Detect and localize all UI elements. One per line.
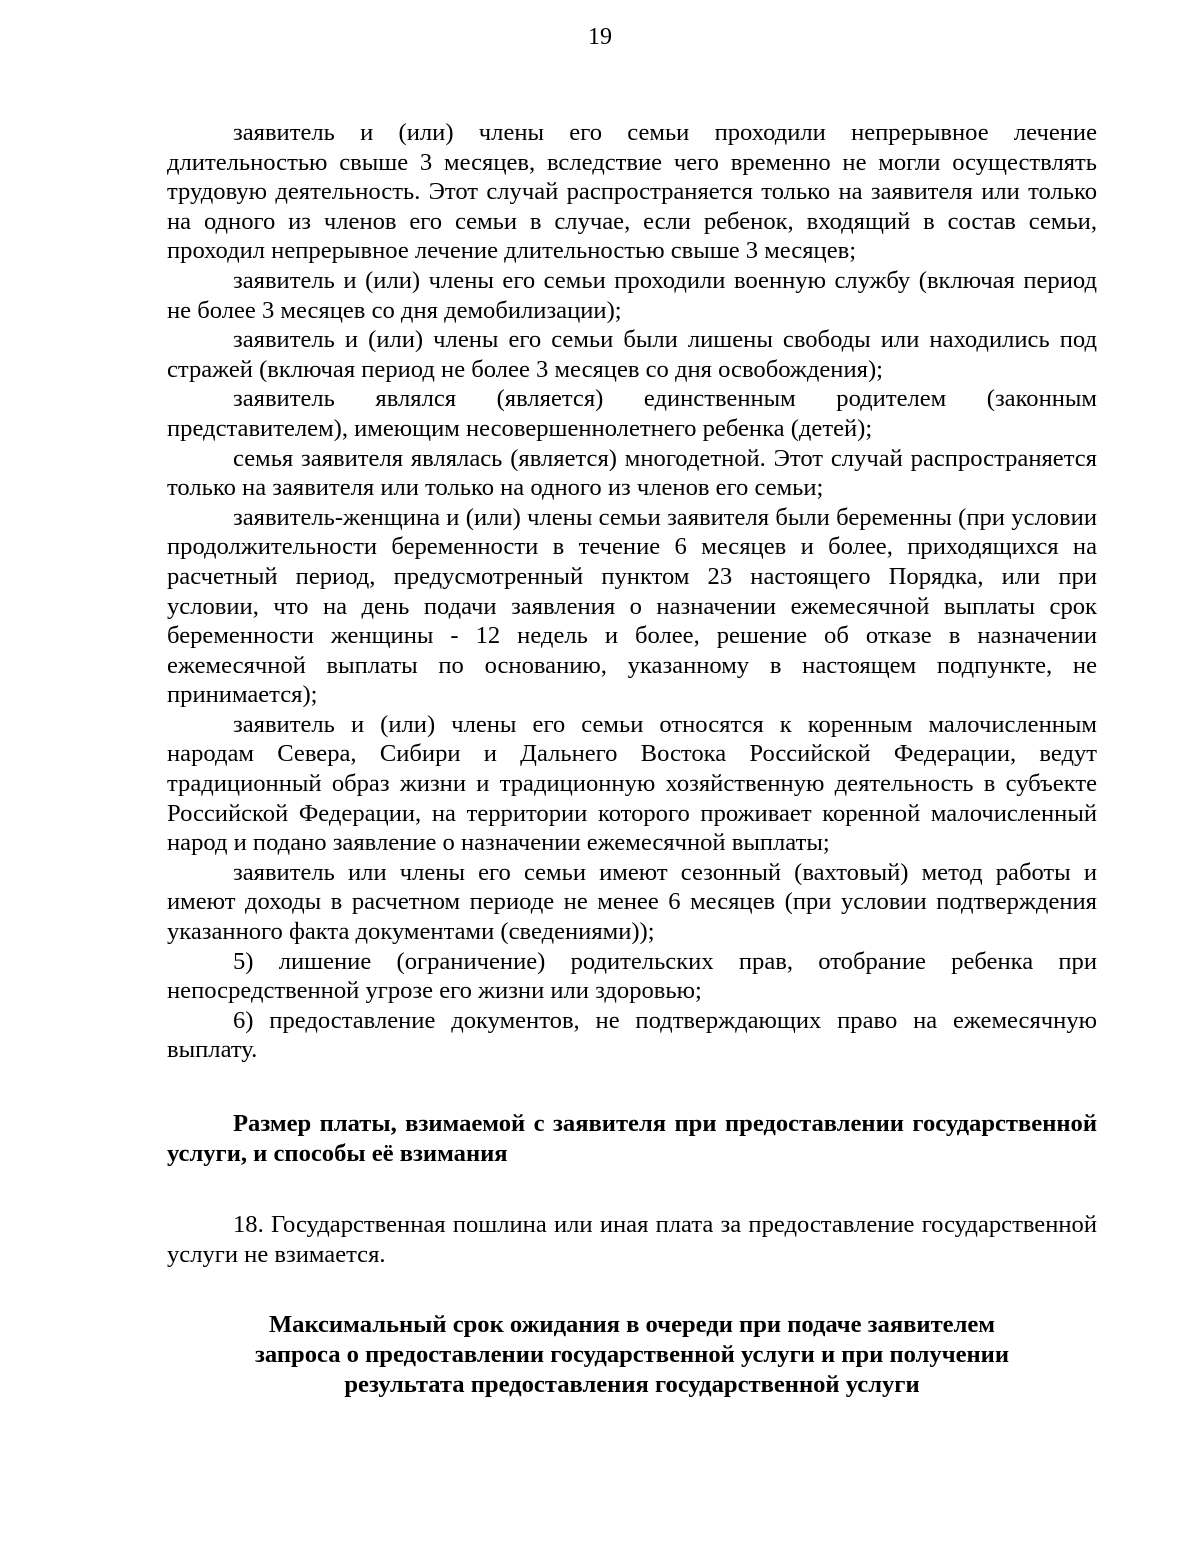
paragraph-military-service: заявитель и (или) члены его семьи проходили военную службу (включая период не более 3 месяцев со дня демобилизации); (167, 266, 1097, 324)
paragraph-pregnancy: заявитель-женщина и (или) члены семьи заявителя были беременны (при условии продолжительности беременности в течение 6 месяцев и более, приходящихся на расчетный период, предусмотренный пунктом 23 настоящего Порядка, или при условии, что на день подачи заявления о назначении ежемесячной выплаты срок беременности женщины - 12 недель и более, решение об отказе в назначении ежемесячной выплаты по основанию, указанному в настоящем подпункте, не принимается); (167, 503, 1097, 709)
paragraph-imprisonment: заявитель и (или) члены его семьи были лишены свободы или находились под стражей (включая период не более 3 месяцев со дня освобождения); (167, 326, 1097, 383)
section-heading-queue-line-2: запроса о предоставлении государственной услуги и при получении (254, 1340, 1010, 1368)
section-heading-queue-line-1: Максимальный срок ожидания в очереди при подаче заявителем (268, 1311, 996, 1339)
paragraph-item-6: 6) предоставление документов, не подтверждающих право на ежемесячную выплату. (167, 1006, 1097, 1064)
document-body (167, 118, 1097, 1399)
paragraph-large-family: семья заявителя являлась (является) многодетной. Этот случай распространяется только на заявителя или только на одного из членов его семьи; (167, 444, 1097, 502)
paragraph-item-5: 5) лишение (ограничение) родительских прав, отобрание ребенка при непосредственной угрозе его жизни или здоровью; (167, 947, 1097, 1005)
paragraph-seasonal-work: заявитель или члены его семьи имеют сезонный (вахтовый) метод работы и имеют доходы в расчетном периоде не менее 6 месяцев (при условии подтверждения указанного факта документами (сведениями)); (167, 858, 1097, 946)
paragraph-single-parent: заявитель являлся (является) единственным родителем (законным представителем), имеющим несовершеннолетнего ребенка (детей); (167, 385, 1097, 442)
section-heading-queue (167, 1310, 1097, 1399)
page-number: 19 (588, 24, 612, 50)
paragraph-treatment: заявитель и (или) члены его семьи проходили непрерывное лечение длительностью свыше 3 месяцев, вследствие чего временно не могли осуществлять трудовую деятельность. Этот случай распространяется только на заявителя или только на одного из членов его семьи в случае, если ребенок, входящий в состав семьи, проходил непрерывное лечение длительностью свыше 3 месяцев; (167, 119, 1097, 265)
section-heading-queue-line-3: результата предоставления государственной услуги (344, 1370, 920, 1398)
paragraph-indigenous-peoples: заявитель и (или) члены его семьи относятся к коренным малочисленным народам Севера, Сибири и Дальнего Востока Российской Федерации, ведут традиционный образ жизни и традиционную хозяйственную деятельность в субъекте Российской Федерации, на территории которого проживает коренной малочисленный народ и подано заявление о назначении ежемесячной выплаты; (167, 710, 1097, 857)
paragraph-item-18: 18. Государственная пошлина или иная плата за предоставление государственной услуги не взимается. (167, 1211, 1097, 1268)
section-heading-fee: Размер платы, взимаемой с заявителя при предоставлении государственной услуги, и способы её взимания (167, 1110, 1097, 1167)
